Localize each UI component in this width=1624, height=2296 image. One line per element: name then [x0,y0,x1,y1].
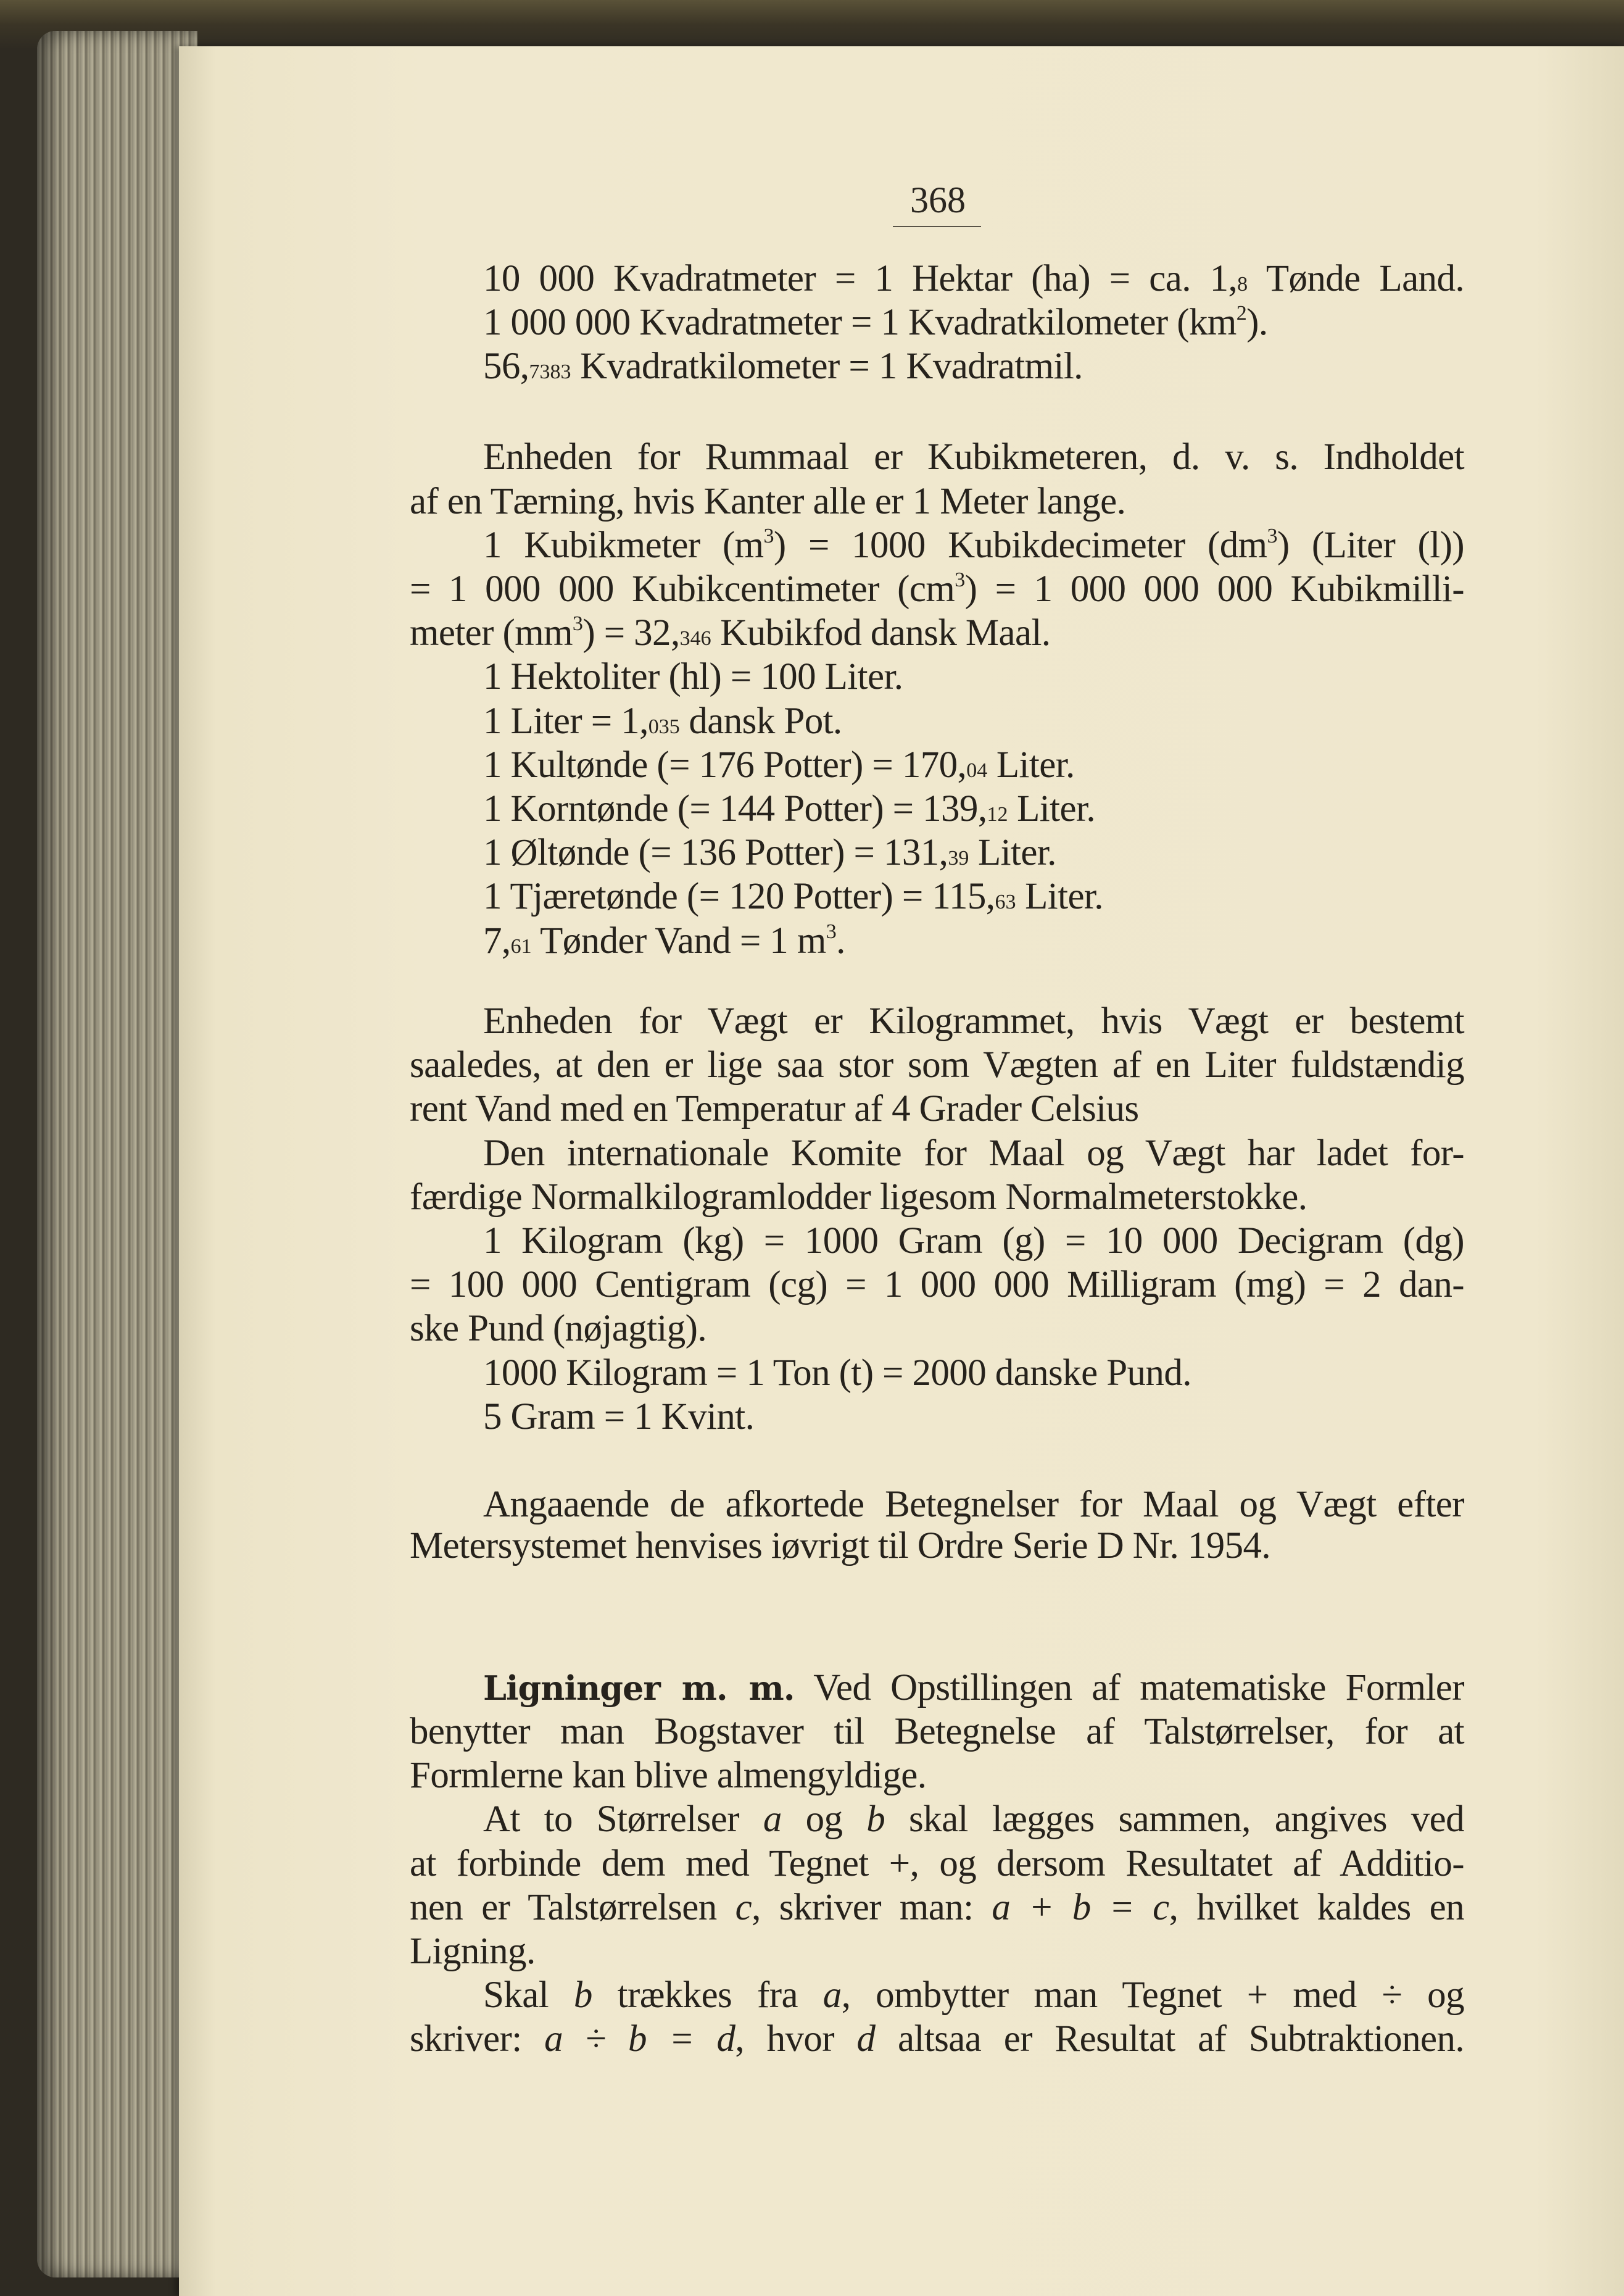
text-line [410,1173,1307,1222]
text-run: Angaaende de afkortede Betegnelser for Maal og Vægt efter [483,1484,1464,1526]
text-run: 1 Liter = 1, [483,700,648,742]
text-line [483,1663,1464,1713]
text-run: 1 Hektoliter (hl) = 100 Liter. [483,656,903,698]
text-run: . [836,920,845,962]
page-edges [37,31,197,2277]
text-run: 7, [483,920,511,962]
text-run: Kubikfod dansk Maal. [711,612,1051,654]
text-line [410,1260,1464,1310]
text-run: ) = 32, [582,612,680,654]
text-line [410,1839,1464,1889]
numeral-sm: 035 [648,715,680,738]
text-line [483,1392,754,1442]
text-run: = 1 000 000 Kubikcentimeter (cm [410,568,955,610]
text-run: 1 Korntønde (= 144 Potter) = 139, [483,788,987,830]
text-run: Liter. [1016,876,1103,918]
text-line [483,917,845,971]
math-variable: a ÷ b = d [544,2018,735,2060]
text-line [483,1971,1464,2020]
text-run: 10 000 Kvadratmeter = 1 Hektar (ha) = ca. 1, [483,257,1238,299]
text-run: 1 Kubikmeter (m [483,524,764,566]
math-variable: d [856,2018,876,2060]
numeral-sup: 3 [1267,524,1277,547]
math-variable: a [763,1799,782,1841]
numeral-sm: 04 [966,759,988,782]
text-run: meter (mm [410,612,573,654]
text-run: At to Størrelser [483,1799,763,1841]
numeral-sup: 3 [955,568,965,592]
text-run: og [781,1799,867,1841]
text-run: ) = 1000 Kubikdecimeter (dm [773,524,1267,566]
text-line [483,521,1464,570]
text-run: 1 000 000 Kvadratmeter = 1 Kvadratkilometer (km [483,302,1237,344]
text-line [483,652,903,702]
text-run: = 100 000 Centigram (cg) = 1 000 000 Milligram (mg) = 2 dan- [410,1264,1464,1306]
numeral-sup: 3 [826,920,837,943]
text-run: , hvilket kaldes en [1169,1886,1465,1928]
math-variable: a + b = c [992,1886,1169,1928]
text-run: , hvor [735,2018,857,2060]
math-variable: c [735,1886,752,1928]
text-line [410,1927,536,1976]
text-run: , skriver man: [752,1886,992,1928]
text-run: at forbinde dem med Tegnet +, og dersom Resultatet af Additio- [410,1842,1464,1884]
text-run: altsaa er Resultat af Subtraktionen. [875,2018,1464,2060]
text-run: skal lægges sammen, angives ved [885,1799,1464,1841]
text-run: Liter. [1008,788,1095,830]
text-run: 5 Gram = 1 Kvint. [483,1395,755,1437]
text-run: saaledes, at den er lige saa stor som Vægten af en Liter fuldstændig [410,1044,1464,1086]
text-run: ). [1246,302,1268,344]
text-run: 1000 Kilogram = 1 Ton (t) = 2000 danske Pund. [483,1352,1191,1394]
text-line [483,997,1464,1046]
text-run: skriver: [410,2018,545,2060]
text-run: Den internationale Komite for Maal og Vægt har ladet for- [483,1132,1464,1174]
text-line [483,1795,1464,1844]
text-line [483,1217,1464,1266]
text-run: Enheden for Vægt er Kilogrammet, hvis Vægt er bestemt [483,1000,1464,1042]
text-run: 1 Tjæretønde (= 120 Potter) = 115, [483,876,995,918]
text-run: Kvadratkilometer = 1 Kvadratmil. [571,346,1083,388]
numeral-sup: 2 [1236,302,1247,325]
text-run: af en Tærning, hvis Kanter alle er 1 Meter lange. [410,480,1126,522]
text-line [483,433,1464,482]
text-run: trækkes fra [592,1974,823,2016]
text-run: Skal [483,1974,574,2016]
text-run: Metersystemet henvises iøvrigt til Ordre Serie D Nr. 1954. [410,1524,1271,1566]
text-run: Formlerne kan blive almengyldige. [410,1755,927,1797]
text-line [483,342,1083,397]
text-run: Tønder Vand = 1 m [531,920,826,962]
numeral-sm: 39 [948,847,969,870]
text-line [410,565,1464,614]
text-line [410,477,1125,526]
text-run: Ligning. [410,1930,536,1972]
section-heading: Ligninger m. m. [483,1668,795,1708]
text-run: 56, [483,346,529,388]
text-run: Liter. [969,832,1056,874]
text-line [483,1349,1191,1398]
numeral-sup: 3 [763,524,774,547]
text-run: nen er Talstørrelsen [410,1886,735,1928]
page-number: 368 [910,180,966,220]
text-run: Enheden for Rummaal er Kubikmeteren, d. v. s. Indholdet [483,436,1464,478]
text-line [410,1521,1270,1571]
numeral-sm: 12 [987,803,1008,826]
text-run: rent Vand med en Temperatur af 4 Grader Celsius [410,1088,1139,1130]
numeral-sm: 8 [1237,272,1248,296]
math-variable: a [822,1974,842,2016]
text-line [410,2015,1464,2064]
text-run: dansk Pot. [679,700,842,742]
text-run: 1 Øltønde (= 136 Potter) = 131, [483,832,948,874]
text-line [483,1129,1464,1178]
text-run: , ombytter man Tegnet + med ÷ og [841,1974,1464,2016]
text-run: 1 Kilogram (kg) = 1000 Gram (g) = 10 000 Decigram (dg) [483,1220,1464,1262]
text-run: Tønde Land. [1248,257,1464,299]
text-run: Liter. [987,744,1075,786]
text-run: Ved Opstillingen af matematiske Formler [794,1666,1464,1708]
page-number-rule [893,226,981,227]
text-run: ) (Liter (l)) [1277,524,1464,566]
text-line [483,298,1268,347]
math-variable: b [866,1799,885,1841]
numeral-sm: 61 [510,934,532,958]
math-variable: b [573,1974,592,2016]
text-run: ) = 1 000 000 000 Kubikmilli- [964,568,1464,610]
numeral-sm: 7383 [529,360,571,384]
numeral-sm: 346 [679,627,711,651]
text-run: færdige Normalkilogramlodder ligesom Normalmeterstokke. [410,1176,1307,1218]
text-run: 1 Kultønde (= 176 Potter) = 170, [483,744,967,786]
numeral-sm: 63 [995,891,1016,914]
text-line [410,1304,706,1354]
text-line [410,1707,1464,1757]
text-line [410,1883,1464,1932]
text-run: benytter man Bogstaver til Betegnelse af Talstørrelser, for at [410,1711,1464,1752]
text-line [410,1751,926,1800]
text-run: ske Pund (nøjagtig). [410,1308,707,1350]
text-line [410,1041,1464,1090]
text-line [410,1084,1139,1134]
numeral-sup: 3 [572,612,583,636]
